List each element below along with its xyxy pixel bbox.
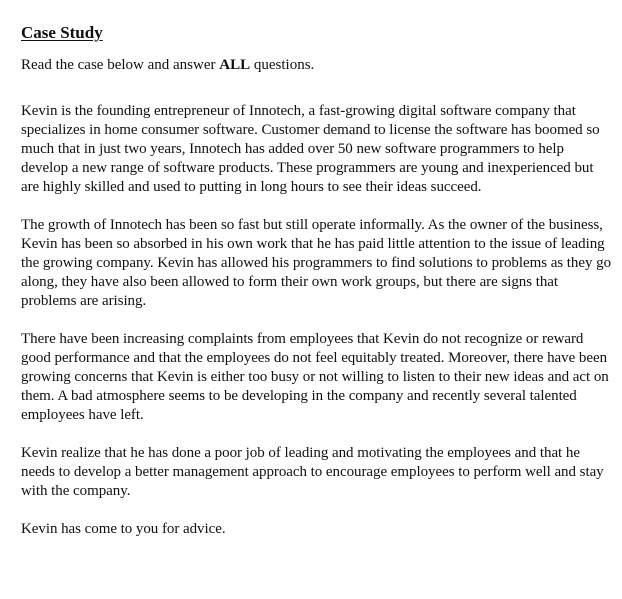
paragraph-3: There have been increasing complaints from employees that Kevin do not recognize or reward good performance and that the employees do not feel equitably treated. Moreover, there have been growing concerns that Kevin is either too busy or not willing to listen to their new ideas and act on them. A bad atmosphere seems to be developing in the company and recently several talented employees have left. (21, 331, 609, 423)
instruction-emphasis: ALL (219, 57, 251, 73)
document-page (21, 20, 611, 539)
page-title: Case Study (21, 23, 103, 42)
instruction-text (21, 56, 611, 75)
paragraph-2: The growth of Innotech has been so fast but still operate informally. As the owner of the business, Kevin has been so absorbed in his own work that he has paid little attention to the issue of leading the growing company. Kevin has allowed his programmers to find solutions to problems as they go along, they have also been allowed to form their own work groups, but there are signs that problems are arising. (21, 217, 612, 309)
paragraph-5: Kevin has come to you for advice. (21, 521, 226, 537)
instruction-before: Read the case below and answer (21, 57, 220, 73)
paragraph-4: Kevin realize that he has done a poor job of leading and motivating the employees and that he needs to develop a better management approach to encourage employees to perform well and stay with the company. (21, 445, 604, 499)
paragraph-1: Kevin is the founding entrepreneur of Innotech, a fast-growing digital software company that specializes in home consumer software. Customer demand to license the software has boomed so much that in just two years, Innotech has added over 50 new software programmers to help develop a new range of software products. These programmers are young and inexperienced but are highly skilled and used to putting in long hours to see their ideas succeed. (21, 103, 600, 195)
instruction-after: questions. (250, 57, 315, 73)
